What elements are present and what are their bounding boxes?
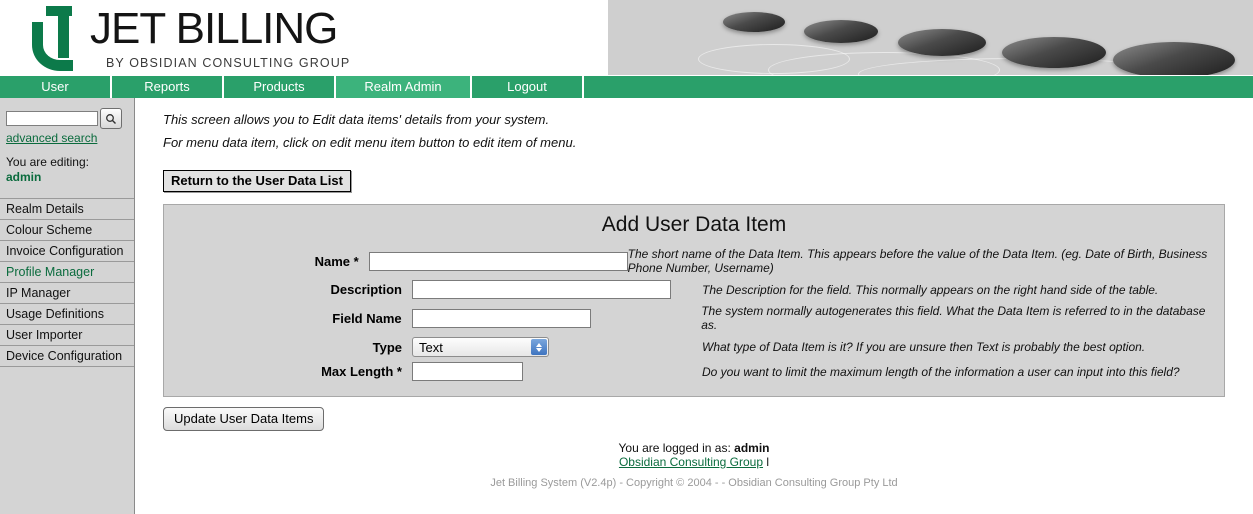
sidebar-menu [0,198,134,367]
nav-item-products[interactable]: Products [224,76,336,98]
description-label: Description [330,282,402,297]
name-field-wrap [369,252,628,271]
form-row-field-name [164,304,1224,332]
name-hint: The short name of the Data Item. This appears before the value of the Data Item. (eg. Date of Birth, Business Phone Number, Username) [627,247,1208,275]
sidebar-item-ip-manager[interactable]: IP Manager [0,283,134,304]
brand-tagline: BY OBSIDIAN CONSULTING GROUP [106,56,351,70]
company-line [135,455,1253,469]
description-hint: The Description for the field. This normally appears on the right hand side of the table. [702,282,1159,297]
field-name-field-wrap [412,309,702,328]
name-input[interactable] [369,252,628,271]
field-name-hint: The system normally autogenerates this field. What the Data Item is referred to in the database as. [701,304,1206,332]
return-to-user-data-list-button[interactable]: Return to the User Data List [163,170,351,192]
form-row-name [164,247,1224,275]
nav-item-realm-admin[interactable]: Realm Admin [336,76,472,98]
max-length-input[interactable] [412,362,523,381]
search-button[interactable] [100,108,122,129]
advanced-search-link[interactable]: advanced search [6,131,98,145]
sidebar-item-user-importer[interactable]: User Importer [0,325,134,346]
update-user-data-items-button[interactable]: Update User Data Items [163,407,324,431]
stone-icon [1002,37,1106,68]
max-length-field-wrap [412,362,702,381]
type-label: Type [372,339,402,355]
type-hint: What type of Data Item is it? If you are unsure then Text is probably the best option. [702,340,1146,354]
form-row-type [164,337,1224,357]
max-length-label: Max Length * [321,364,402,379]
field-name-input[interactable] [412,309,591,328]
sidebar-item-realm-details[interactable]: Realm Details [0,199,134,220]
logged-in-prefix: You are logged in as: [618,441,731,455]
sidebar-search-row [0,98,134,129]
logged-in-user: admin [734,441,770,455]
stone-icon [804,20,878,43]
copyright-text: Jet Billing System (V2.4p) - Copyright © 2004 - - Obsidian Consulting Group Pty Ltd [490,477,898,489]
nav-item-user[interactable]: User [0,76,112,98]
sidebar-item-profile-manager[interactable]: Profile Manager [0,262,134,283]
page-footer [135,441,1253,489]
intro-line-1: This screen allows you to Edit data items' details from your system. [163,112,550,127]
type-field-wrap [412,337,702,357]
max-length-hint: Do you want to limit the maximum length of the information a user can input into this field? [702,364,1180,379]
type-select[interactable] [412,337,549,357]
intro-line-2: For menu data item, click on edit menu item button to edit item of menu. [163,135,577,150]
sidebar-item-usage-definitions[interactable]: Usage Definitions [0,304,134,325]
logged-in-line [135,441,1253,455]
sidebar-item-colour-scheme[interactable]: Colour Scheme [0,220,134,241]
main-content [135,98,1253,514]
sidebar-item-invoice-configuration[interactable]: Invoice Configuration [0,241,134,262]
company-link[interactable]: Obsidian Consulting Group [618,455,764,469]
brand-name: JET BILLING [90,4,338,53]
sidebar [0,98,135,514]
page-body [0,98,1253,514]
chevron-updown-icon [531,339,547,355]
field-name-label: Field Name [332,310,402,326]
site-logo[interactable] [18,4,448,74]
editing-username: admin [6,170,42,184]
panel-title: Add User Data Item [601,213,787,236]
search-input[interactable] [6,111,98,126]
nav-item-logout[interactable]: Logout [472,76,584,98]
stone-icon [1113,42,1235,75]
form-row-max-length [164,362,1224,381]
name-label: Name * [314,253,359,269]
add-user-data-item-panel [163,204,1225,397]
main-navigation [0,75,1253,98]
description-field-wrap [412,280,702,299]
page-banner [0,0,1253,75]
stone-icon [898,29,986,56]
sidebar-item-device-configuration[interactable]: Device Configuration [0,346,134,367]
nav-item-reports[interactable]: Reports [112,76,224,98]
jet-logo-icon [32,6,86,58]
type-select-value: Text [419,340,443,355]
form-row-description [164,280,1224,299]
stone-icon [723,12,785,32]
description-input[interactable] [412,280,671,299]
search-icon [105,113,117,125]
banner-stones-image [608,0,1253,75]
editing-label: You are editing: [6,155,89,169]
company-suffix: l [766,455,770,469]
